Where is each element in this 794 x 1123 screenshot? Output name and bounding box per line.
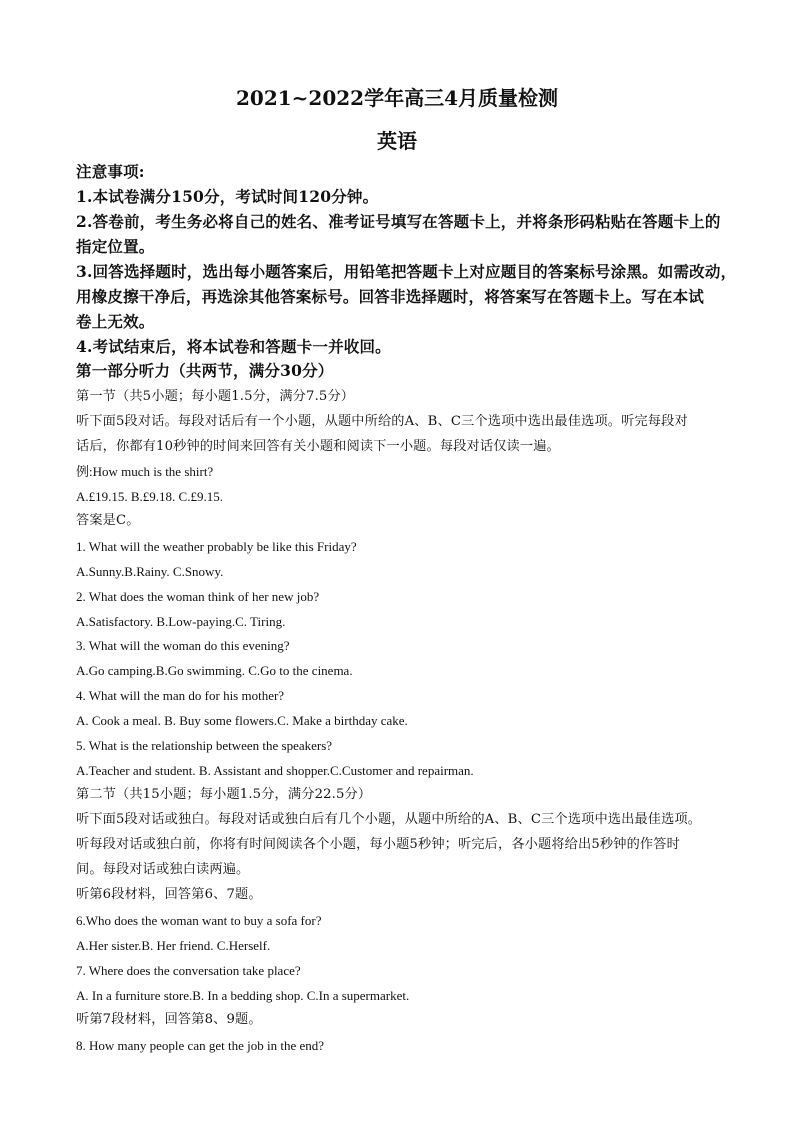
section2-instructions-line-2: 听每段对话或独白前，你将有时间阅读各个小题，每小题5秒钟；听完后，各小题将给出5秒钟的作答时: [76, 837, 680, 852]
exam-title: 2021~2022学年高三4月质量检测: [235, 86, 558, 110]
section2-heading: 第二节（共15小题；每小题1.5分，满分22.5分）: [76, 787, 372, 802]
question-5: 5. What is the relationship between the speakers?: [76, 738, 333, 753]
question-4-options: A. Cook a meal. B. Buy some flowers.C. Make a birthday cake.: [76, 713, 408, 728]
section1-instructions-line-2: 话后，你都有10秒钟的时间来回答有关小题和阅读下一小题。每段对话仅读一遍。: [76, 439, 560, 454]
question-1-options: A.Sunny.B.Rainy. C.Snowy.: [76, 564, 224, 579]
question-4: 4. What will the man do for his mother?: [76, 688, 285, 703]
question-3-options: A.Go camping.B.Go swimming. C.Go to the cinema.: [76, 663, 353, 678]
example-question: 例:How much is the shirt?: [76, 464, 214, 479]
subject-title: 英语: [377, 129, 417, 153]
material-7-prompt: 听第7段材料，回答第8、9题。: [76, 1012, 262, 1027]
question-2-options: A.Satisfactory. B.Low-paying.C. Tiring.: [76, 614, 286, 629]
notes-heading: 注意事项:: [76, 162, 145, 181]
question-7: 7. Where does the conversation take place?: [76, 963, 301, 978]
part1-heading: 第一部分听力（共两节，满分30分）: [76, 361, 334, 380]
note-item-3-line-1: 3.回答选择题时，选出每小题答案后，用铅笔把答题卡上对应题目的答案标号涂黑。如需改动，: [76, 262, 736, 281]
section2-instructions-line-1: 听下面5段对话或独白。每段对话或独白后有几个小题，从题中所给的A、B、C三个选项中选出最佳选项。: [76, 812, 702, 827]
example-answer: 答案是C。: [76, 513, 140, 528]
note-item-2-line-1: 2.答卷前，考生务必将自己的姓名、准考证号填写在答题卡上，并将条形码粘贴在答题卡上的: [76, 212, 721, 231]
material-6-prompt: 听第6段材料，回答第6、7题。: [76, 887, 262, 902]
section1-instructions-line-1: 听下面5段对话。每段对话后有一个小题，从题中所给的A、B、C三个选项中选出最佳选项。听完每段对: [76, 414, 688, 429]
example-options: A.£19.15. B.£9.18. C.£9.15.: [76, 489, 223, 504]
question-6: 6.Who does the woman want to buy a sofa for?: [76, 913, 322, 928]
section2-instructions-line-3: 间。每段对话或独白读两遍。: [76, 862, 250, 877]
question-3: 3. What will the woman do this evening?: [76, 638, 290, 653]
question-1: 1. What will the weather probably be like this Friday?: [76, 539, 357, 554]
note-item-2-line-2: 指定位置。: [76, 237, 155, 256]
question-6-options: A.Her sister.B. Her friend. C.Herself.: [76, 938, 271, 953]
note-item-1: 1.本试卷满分150分，考试时间120分钟。: [76, 187, 379, 206]
question-2: 2. What does the woman think of her new job?: [76, 589, 320, 604]
note-item-3-line-2: 用橡皮擦干净后，再选涂其他答案标号。回答非选择题时，将答案写在答题卡上。写在本试: [76, 287, 705, 306]
question-5-options: A.Teacher and student. B. Assistant and shopper.C.Customer and repairman.: [76, 763, 474, 778]
note-item-3-line-3: 卷上无效。: [76, 312, 155, 331]
question-8: 8. How many people can get the job in the end?: [76, 1038, 325, 1053]
question-7-options: A. In a furniture store.B. In a bedding shop. C.In a supermarket.: [76, 988, 410, 1003]
note-item-4: 4.考试结束后，将本试卷和答题卡一并收回。: [76, 337, 391, 356]
section1-heading: 第一节（共5小题；每小题1.5分，满分7.5分）: [76, 389, 355, 404]
